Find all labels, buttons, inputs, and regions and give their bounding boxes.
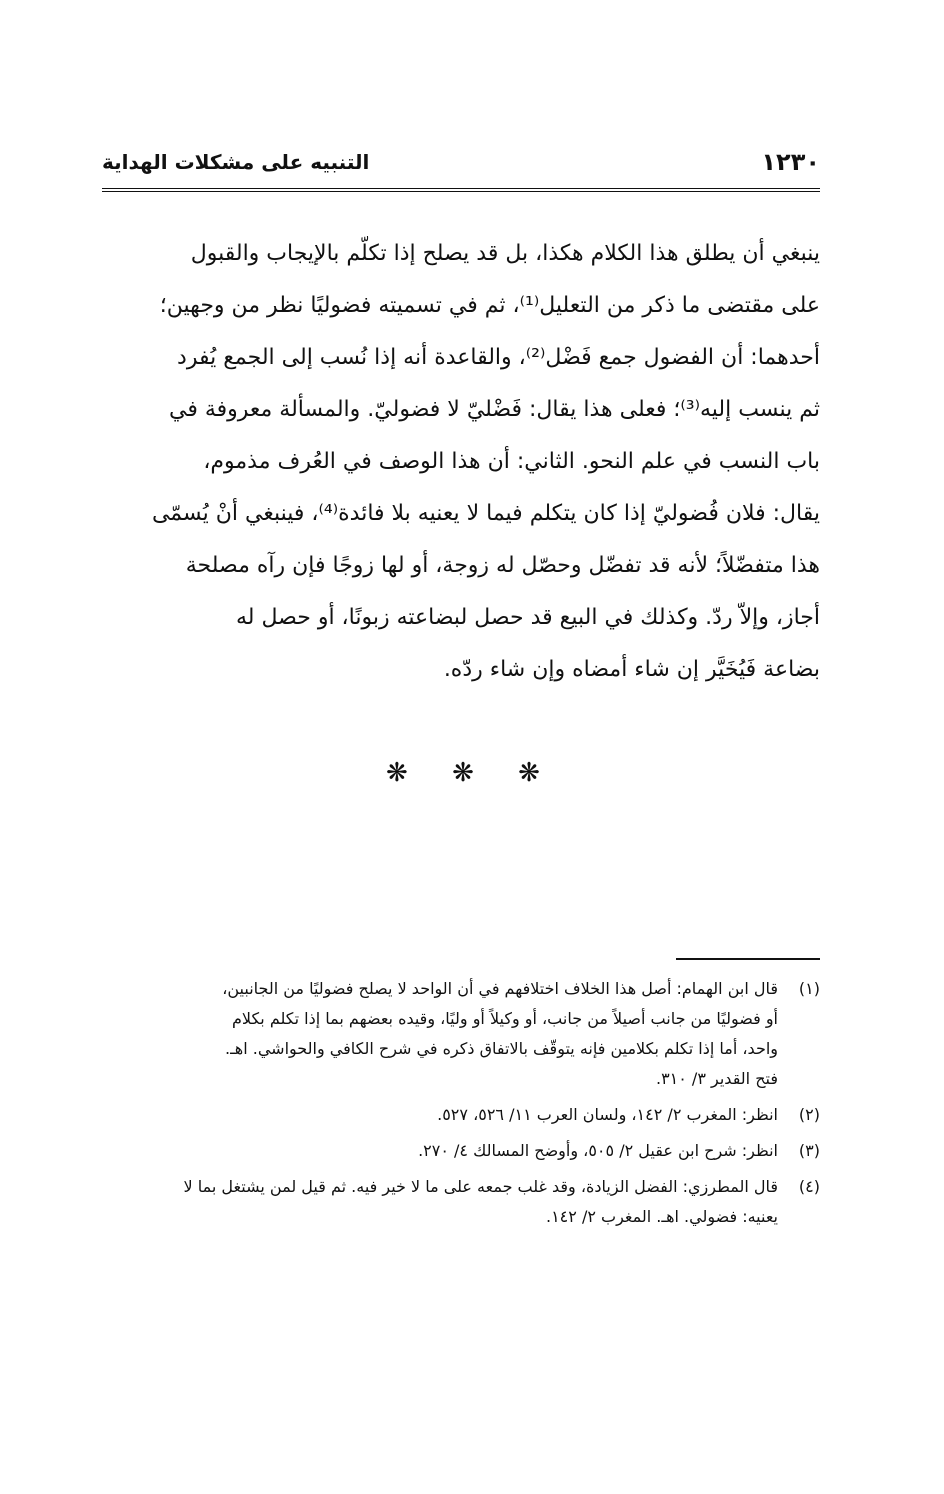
text-line: باب النسب في علم النحو. الثاني: أن هذا الوصف في العُرف مذموم، — [203, 449, 820, 474]
footnote-text: انظر: المغرب ٢/ ١٤٢، ولسان العرب ١١/ ٥٢٦، ٥٢٧. — [437, 1105, 778, 1124]
header-rule — [102, 188, 820, 192]
footnote-number: (٢) — [798, 1105, 820, 1124]
section-separator: ❋ ❋ ❋ — [386, 758, 558, 788]
text-line: أحدهما: أن الفضول جمع فَضْل⁽²⁾، والقاعدة أنه إذا نُسب إلى الجمع يُفرد — [177, 345, 820, 370]
footnote-1-continuation: أو فضوليًا من جانب أصيلاً من جانب، أو وكيلاً أو وليًا، وقيده بعضهم بما إذا تكلم بكلام — [232, 1009, 778, 1028]
footnote-1-continuation: واحد، أما إذا تكلم بكلامين فإنه يتوقّف بالاتفاق ذكره في شرح الكافي والحواشي. اهـ. — [225, 1039, 778, 1058]
text-line: يقال: فلان فُضوليّ إذا كان يتكلم فيما لا يعنيه بلا فائدة⁽⁴⁾، فينبغي أنْ يُسمّى — [151, 501, 820, 526]
footnote-rule — [676, 958, 820, 960]
footnote-text: قال المطرزي: الفضل الزيادة، وقد غلب جمعه على ما لا خير فيه. ثم قيل لمن يشتغل بما لا — [183, 1177, 778, 1196]
footnote-text: قال ابن الهمام: أصل هذا الخلاف اختلافهم في أن الواحد لا يصلح فضوليًا من الجانبين، — [222, 979, 778, 998]
footnote-number: (١) — [798, 979, 820, 998]
text-line: بضاعة فَيُخَيَّر إن شاء أمضاه وإن شاء ردّه. — [443, 657, 820, 682]
footnote-1-continuation: فتح القدير ٣/ ٣١٠. — [655, 1069, 778, 1088]
text-line: أجاز، وإلاّ ردّ. وكذلك في البيع قد حصل لبضاعته زبونًا، أو حصل له — [236, 605, 820, 630]
footnote-2 — [104, 1100, 820, 1130]
text-line: على مقتضى ما ذكر من التعليل⁽¹⁾، ثم في تسميته فضوليًا نظر من وجهين؛ — [159, 293, 820, 318]
page-header — [102, 148, 820, 182]
page-number: ١٢٣٠ — [761, 148, 820, 176]
footnote-text: انظر: شرح ابن عقيل ٢/ ٥٠٥، وأوضح المسالك ٤/ ٢٧٠. — [418, 1141, 778, 1160]
footnotes — [104, 974, 820, 1232]
footnote-4-continuation: يعنيه: فضولي. اهـ. المغرب ٢/ ١٤٢. — [545, 1207, 778, 1226]
footnote-4 — [104, 1172, 820, 1202]
footnote-3 — [104, 1136, 820, 1166]
text-line: ثم ينسب إليه⁽³⁾؛ فعلى هذا يقال: فَضْليّ لا فضوليّ. والمسألة معروفة في — [169, 397, 820, 422]
running-title: التنبيه على مشكلات الهداية — [102, 150, 370, 174]
main-text — [102, 228, 820, 696]
footnote-number: (٣) — [798, 1141, 820, 1160]
text-line: هذا متفضّلاً؛ لأنه قد تفضّل وحصّل له زوجة، أو لها زوجًا فإن رآه مصلحة — [185, 553, 820, 578]
footnote-number: (٤) — [798, 1177, 820, 1196]
footnote-1 — [104, 974, 820, 1004]
text-line: ينبغي أن يطلق هذا الكلام هكذا، بل قد يصلح إذا تكلّم بالإيجاب والقبول — [190, 241, 820, 266]
